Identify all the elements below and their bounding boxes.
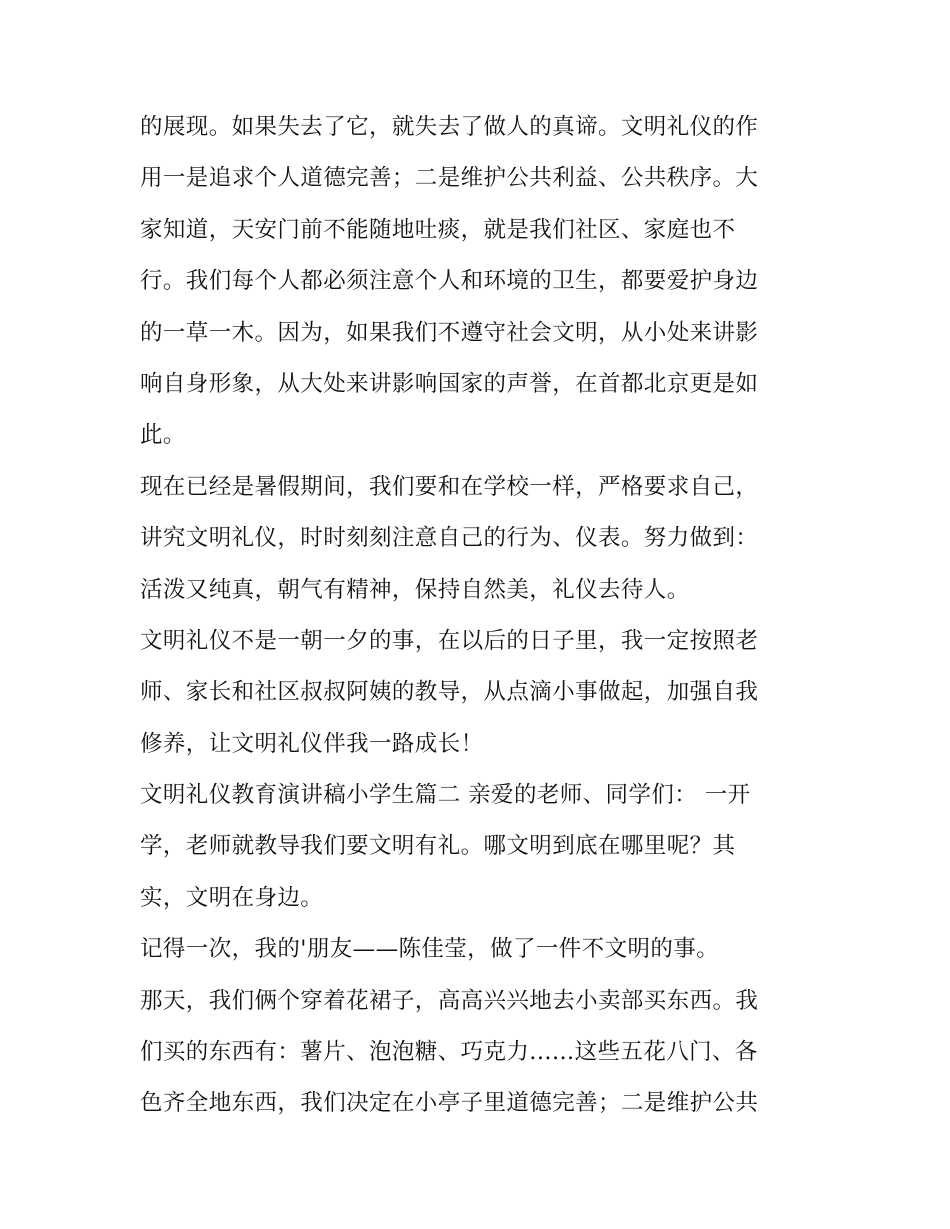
text-line: 记得一次，我的'朋友——陈佳莹，做了一件不文明的事。 <box>140 936 720 963</box>
text-line: 们买的东西有：薯片、泡泡糖、巧克力......这些五花八门、各 <box>140 1039 758 1066</box>
text-line: 此。 <box>140 422 186 449</box>
text-line: 师、家长和社区叔叔阿姨的教导，从点滴小事做起，加强自我 <box>140 679 759 706</box>
text-line: 响自身形象，从大处来讲影响国家的声誉，在首都北京更是如 <box>140 370 759 397</box>
text-line: 讲究文明礼仪，时时刻刻注意自己的行为、仪表。努力做到： <box>140 525 759 552</box>
text-line: 那天，我们俩个穿着花裙子，高高兴兴地去小卖部买东西。我 <box>140 987 759 1014</box>
text-line: 实，文明在身边。 <box>140 884 324 911</box>
text-line: 现在已经是暑假期间，我们要和在学校一样，严格要求自己， <box>140 473 759 500</box>
text-line: 修养，让文明礼仪伴我一路成长！ <box>140 730 484 757</box>
text-line: 家知道，天安门前不能随地吐痰，就是我们社区、家庭也不 <box>140 216 736 243</box>
text-line: 文明礼仪教育演讲稿小学生篇二 亲爱的老师、同学们： 一开 <box>140 782 751 809</box>
text-line: 学，老师就教导我们要文明有礼。哪文明到底在哪里呢？其 <box>140 833 736 860</box>
text-line: 的展现。如果失去了它，就失去了做人的真谛。文明礼仪的作 <box>140 114 759 140</box>
text-line: 行。我们每个人都必须注意个人和环境的卫生，都要爱护身边 <box>140 268 759 295</box>
text-line: 活泼又纯真，朝气有精神，保持自然美，礼仪去待人。 <box>140 576 690 603</box>
text-line: 色齐全地东西，我们决定在小亭子里道德完善；二是维护公共 <box>140 1090 759 1117</box>
text-line: 用一是追求个人道德完善；二是维护公共利益、公共秩序。大 <box>140 165 759 192</box>
document-body <box>140 102 815 1130</box>
text-line: 的一草一木。因为，如果我们不遵守社会文明，从小处来讲影 <box>140 319 759 346</box>
text-line: 文明礼仪不是一朝一夕的事，在以后的日子里，我一定按照老 <box>140 627 759 654</box>
